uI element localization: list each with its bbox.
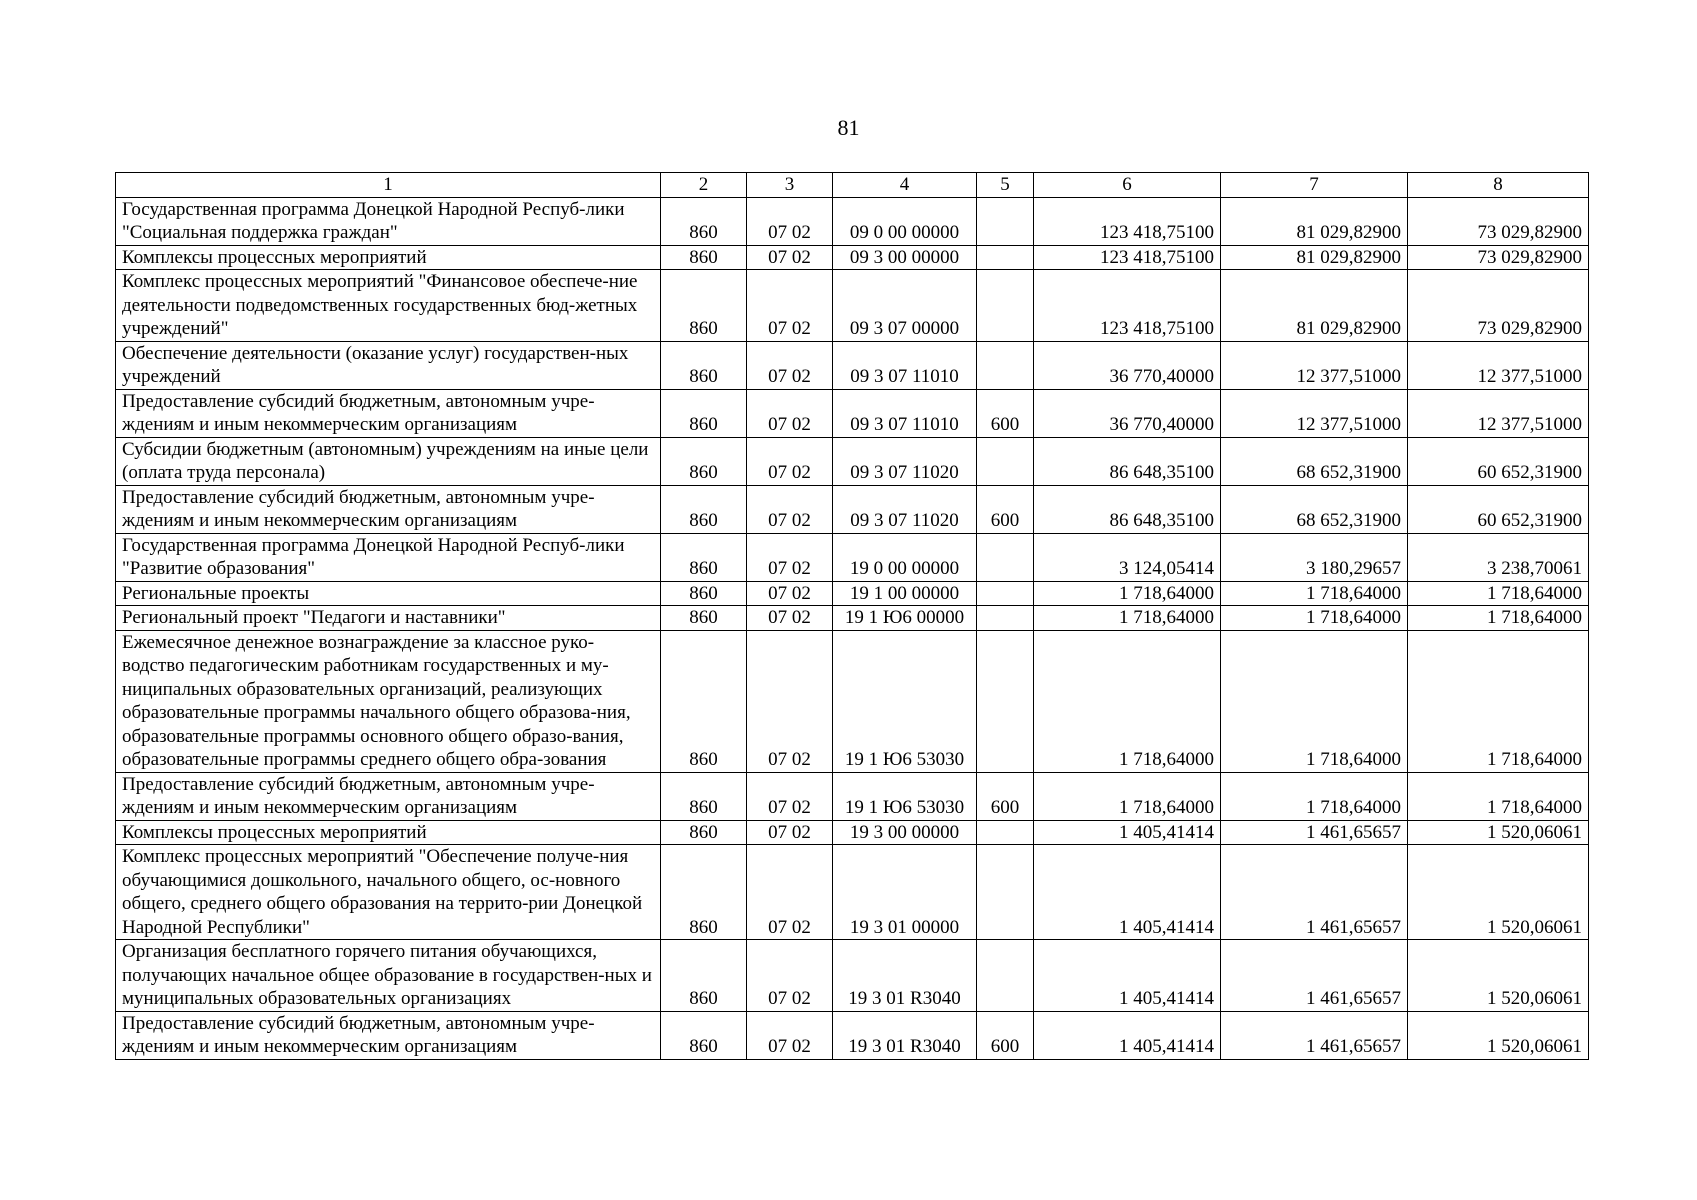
row-target-article: 19 3 01 00000 — [833, 845, 977, 940]
row-amount-col7: 1 461,65657 — [1221, 940, 1408, 1012]
row-ved-code: 860 — [661, 389, 747, 437]
row-ved-code: 860 — [661, 606, 747, 631]
row-ved-code: 860 — [661, 772, 747, 820]
row-section-code: 07 02 — [747, 389, 833, 437]
row-amount-col7: 1 461,65657 — [1221, 820, 1408, 845]
row-section-code: 07 02 — [747, 341, 833, 389]
column-header-1: 1 — [116, 173, 661, 198]
row-amount-col7: 1 718,64000 — [1221, 630, 1408, 772]
row-expense-type — [977, 341, 1034, 389]
row-amount-col7: 3 180,29657 — [1221, 533, 1408, 581]
column-header-4: 4 — [833, 173, 977, 198]
table-row — [116, 245, 1589, 270]
row-section-code: 07 02 — [747, 940, 833, 1012]
row-amount-col6: 1 718,64000 — [1034, 581, 1221, 606]
row-expense-type: 600 — [977, 772, 1034, 820]
column-header-6: 6 — [1034, 173, 1221, 198]
row-amount-col6: 123 418,75100 — [1034, 245, 1221, 270]
row-expense-type — [977, 845, 1034, 940]
row-amount-col7: 1 718,64000 — [1221, 606, 1408, 631]
row-ved-code: 860 — [661, 533, 747, 581]
row-ved-code: 860 — [661, 245, 747, 270]
row-name: Предоставление субсидий бюджетным, автономным учре-ждениям и иным некоммерческим организациям — [116, 389, 661, 437]
column-header-2: 2 — [661, 173, 747, 198]
row-amount-col8: 1 718,64000 — [1408, 606, 1589, 631]
row-name: Комплексы процессных мероприятий — [116, 245, 661, 270]
row-amount-col8: 73 029,82900 — [1408, 197, 1589, 245]
table-row — [116, 437, 1589, 485]
row-amount-col7: 1 461,65657 — [1221, 1011, 1408, 1059]
row-target-article: 09 3 07 00000 — [833, 270, 977, 342]
row-name: Предоставление субсидий бюджетным, автономным учре-ждениям и иным некоммерческим организациям — [116, 772, 661, 820]
row-section-code: 07 02 — [747, 533, 833, 581]
row-target-article: 09 3 07 11020 — [833, 485, 977, 533]
row-section-code: 07 02 — [747, 630, 833, 772]
row-amount-col6: 1 405,41414 — [1034, 940, 1221, 1012]
row-amount-col6: 86 648,35100 — [1034, 437, 1221, 485]
row-name: Предоставление субсидий бюджетным, автономным учре-ждениям и иным некоммерческим организациям — [116, 485, 661, 533]
row-name: Государственная программа Донецкой Народной Респуб-лики "Развитие образования" — [116, 533, 661, 581]
row-amount-col6: 1 405,41414 — [1034, 820, 1221, 845]
row-amount-col6: 1 405,41414 — [1034, 845, 1221, 940]
column-header-5: 5 — [977, 173, 1034, 198]
row-amount-col7: 81 029,82900 — [1221, 197, 1408, 245]
row-target-article: 19 0 00 00000 — [833, 533, 977, 581]
row-section-code: 07 02 — [747, 245, 833, 270]
row-expense-type: 600 — [977, 389, 1034, 437]
row-ved-code: 860 — [661, 630, 747, 772]
row-amount-col6: 1 718,64000 — [1034, 606, 1221, 631]
table-row — [116, 606, 1589, 631]
table-row — [116, 270, 1589, 342]
row-amount-col7: 81 029,82900 — [1221, 245, 1408, 270]
row-target-article: 09 3 07 11010 — [833, 389, 977, 437]
row-ved-code: 860 — [661, 437, 747, 485]
table-row — [116, 389, 1589, 437]
row-target-article: 19 1 Ю6 53030 — [833, 630, 977, 772]
row-amount-col6: 1 405,41414 — [1034, 1011, 1221, 1059]
row-ved-code: 860 — [661, 1011, 747, 1059]
row-target-article: 09 0 00 00000 — [833, 197, 977, 245]
row-name: Субсидии бюджетным (автономным) учреждениям на иные цели (оплата труда персонала) — [116, 437, 661, 485]
row-target-article: 19 1 00 00000 — [833, 581, 977, 606]
row-amount-col6: 36 770,40000 — [1034, 389, 1221, 437]
row-amount-col6: 3 124,05414 — [1034, 533, 1221, 581]
row-target-article: 19 3 00 00000 — [833, 820, 977, 845]
table-row — [116, 940, 1589, 1012]
row-target-article: 09 3 00 00000 — [833, 245, 977, 270]
row-amount-col8: 1 520,06061 — [1408, 1011, 1589, 1059]
row-section-code: 07 02 — [747, 197, 833, 245]
row-expense-type — [977, 606, 1034, 631]
row-expense-type — [977, 533, 1034, 581]
row-name: Государственная программа Донецкой Народной Респуб-лики "Социальная поддержка граждан" — [116, 197, 661, 245]
row-ved-code: 860 — [661, 845, 747, 940]
row-amount-col8: 1 718,64000 — [1408, 630, 1589, 772]
row-name: Ежемесячное денежное вознаграждение за классное руко-водство педагогическим работникам государственных и му-ниципальных образовательных организаций, реализующих образовательные программы начального общего образова-ния, образовательные программы основного общего образо-вания, образовательные программы среднего общего обра-зования — [116, 630, 661, 772]
row-name: Комплекс процессных мероприятий "Финансовое обеспече-ние деятельности подведомственных государственных бюд-жетных учреждений" — [116, 270, 661, 342]
row-target-article: 09 3 07 11020 — [833, 437, 977, 485]
row-amount-col6: 1 718,64000 — [1034, 772, 1221, 820]
row-amount-col8: 12 377,51000 — [1408, 341, 1589, 389]
row-amount-col6: 123 418,75100 — [1034, 270, 1221, 342]
table-row — [116, 1011, 1589, 1059]
row-expense-type: 600 — [977, 1011, 1034, 1059]
row-name: Обеспечение деятельности (оказание услуг) государствен-ных учреждений — [116, 341, 661, 389]
row-expense-type — [977, 270, 1034, 342]
table-row — [116, 820, 1589, 845]
column-header-7: 7 — [1221, 173, 1408, 198]
table-row — [116, 197, 1589, 245]
row-amount-col7: 1 461,65657 — [1221, 845, 1408, 940]
row-amount-col8: 12 377,51000 — [1408, 389, 1589, 437]
column-header-3: 3 — [747, 173, 833, 198]
row-section-code: 07 02 — [747, 485, 833, 533]
row-amount-col8: 73 029,82900 — [1408, 270, 1589, 342]
row-name: Организация бесплатного горячего питания обучающихся, получающих начальное общее образование в государствен-ных и муниципальных образовательных организациях — [116, 940, 661, 1012]
row-section-code: 07 02 — [747, 270, 833, 342]
row-ved-code: 860 — [661, 270, 747, 342]
row-ved-code: 860 — [661, 820, 747, 845]
row-name: Предоставление субсидий бюджетным, автономным учре-ждениям и иным некоммерческим организациям — [116, 1011, 661, 1059]
row-amount-col6: 36 770,40000 — [1034, 341, 1221, 389]
page-number: 81 — [837, 115, 860, 140]
row-amount-col7: 1 718,64000 — [1221, 772, 1408, 820]
row-section-code: 07 02 — [747, 845, 833, 940]
row-amount-col8: 3 238,70061 — [1408, 533, 1589, 581]
table-row — [116, 341, 1589, 389]
row-amount-col8: 1 520,06061 — [1408, 845, 1589, 940]
row-name: Комплекс процессных мероприятий "Обеспечение получе-ния обучающимися дошкольного, начального общего, ос-новного общего, среднего общего образования на террито-рии Донецкой Народной Республики" — [116, 845, 661, 940]
row-amount-col7: 12 377,51000 — [1221, 341, 1408, 389]
column-header-8: 8 — [1408, 173, 1589, 198]
row-section-code: 07 02 — [747, 606, 833, 631]
row-amount-col8: 1 520,06061 — [1408, 940, 1589, 1012]
row-ved-code: 860 — [661, 341, 747, 389]
row-amount-col7: 12 377,51000 — [1221, 389, 1408, 437]
row-section-code: 07 02 — [747, 1011, 833, 1059]
table-body — [116, 197, 1589, 1059]
row-amount-col7: 1 718,64000 — [1221, 581, 1408, 606]
row-target-article: 19 1 Ю6 53030 — [833, 772, 977, 820]
table-row — [116, 845, 1589, 940]
row-expense-type — [977, 197, 1034, 245]
row-amount-col8: 1 718,64000 — [1408, 772, 1589, 820]
row-amount-col6: 86 648,35100 — [1034, 485, 1221, 533]
row-name: Региональные проекты — [116, 581, 661, 606]
row-amount-col7: 81 029,82900 — [1221, 270, 1408, 342]
row-amount-col8: 1 718,64000 — [1408, 581, 1589, 606]
row-section-code: 07 02 — [747, 581, 833, 606]
row-amount-col8: 73 029,82900 — [1408, 245, 1589, 270]
row-ved-code: 860 — [661, 197, 747, 245]
row-amount-col8: 1 520,06061 — [1408, 820, 1589, 845]
row-expense-type: 600 — [977, 485, 1034, 533]
row-section-code: 07 02 — [747, 772, 833, 820]
row-section-code: 07 02 — [747, 437, 833, 485]
row-target-article: 19 3 01 R3040 — [833, 1011, 977, 1059]
table-row — [116, 533, 1589, 581]
row-expense-type — [977, 630, 1034, 772]
row-expense-type — [977, 245, 1034, 270]
row-expense-type — [977, 820, 1034, 845]
row-name: Региональный проект "Педагоги и наставники" — [116, 606, 661, 631]
row-amount-col7: 68 652,31900 — [1221, 437, 1408, 485]
row-name: Комплексы процессных мероприятий — [116, 820, 661, 845]
row-amount-col6: 1 718,64000 — [1034, 630, 1221, 772]
header-row — [116, 173, 1589, 198]
row-ved-code: 860 — [661, 485, 747, 533]
row-target-article: 19 1 Ю6 00000 — [833, 606, 977, 631]
row-expense-type — [977, 581, 1034, 606]
budget-table — [115, 172, 1589, 1060]
table-row — [116, 581, 1589, 606]
row-expense-type — [977, 437, 1034, 485]
row-expense-type — [977, 940, 1034, 1012]
row-amount-col8: 60 652,31900 — [1408, 437, 1589, 485]
row-amount-col7: 68 652,31900 — [1221, 485, 1408, 533]
row-ved-code: 860 — [661, 581, 747, 606]
row-target-article: 19 3 01 R3040 — [833, 940, 977, 1012]
table-row — [116, 772, 1589, 820]
row-amount-col8: 60 652,31900 — [1408, 485, 1589, 533]
row-amount-col6: 123 418,75100 — [1034, 197, 1221, 245]
row-ved-code: 860 — [661, 940, 747, 1012]
row-section-code: 07 02 — [747, 820, 833, 845]
row-target-article: 09 3 07 11010 — [833, 341, 977, 389]
table-row — [116, 485, 1589, 533]
table-row — [116, 630, 1589, 772]
